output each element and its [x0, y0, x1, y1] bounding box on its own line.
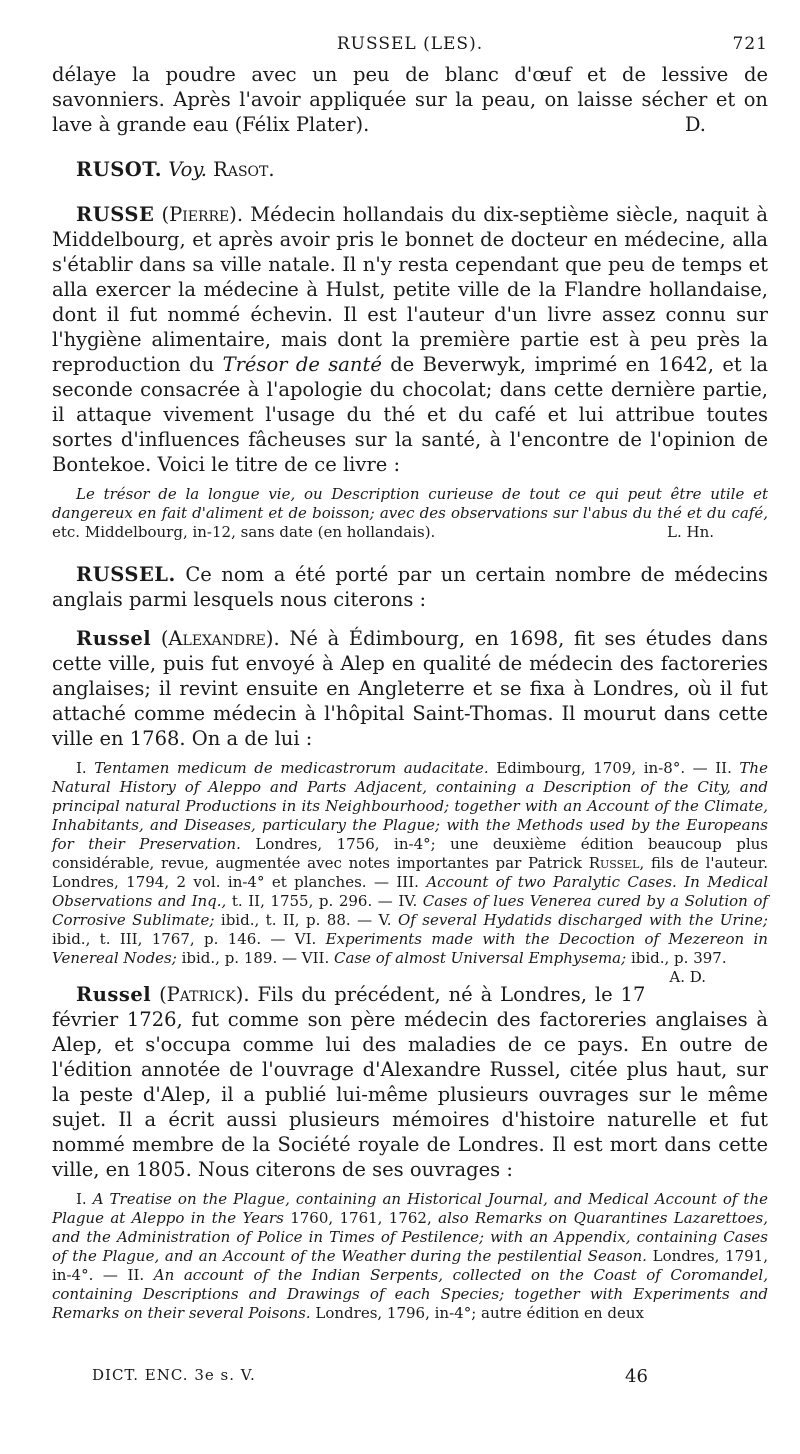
entry-russel-name: RUSSEL. [76, 563, 176, 586]
bib-number: V. [378, 911, 392, 929]
bib-number: III. [396, 873, 419, 891]
bib-number: II. [715, 759, 732, 777]
entry-russel [52, 562, 768, 612]
entry-alexandre-text: Né à Édimbourg, en 1698, fit ses études dans cette ville, puis fut envoyé à Alep en qualité de médecin des factoreries anglaises; il revint ensuite en Angleterre et se fixa à Londres, où il fut attaché comme médecin à l'hôpital Saint-Thomas. Il mourut dans cette ville en 1768. On a de lui : [52, 627, 769, 750]
entry-alexandre-signature: A. D. [669, 968, 706, 986]
bib-reference: fils de l'auteur. Londres, 1794, 2 vol. in-4° et planches. — [52, 854, 768, 891]
entry-russe-bibliography [52, 485, 768, 542]
bib-title: In Medical Observations and Inq., [52, 873, 768, 910]
entry-russel-text: Ce nom a été porté par un certain nombre de médecins anglais parmi lesquels nous citerons : [52, 563, 769, 611]
entry-russe-signature: L. Hn. [666, 523, 714, 541]
bib-title: Experiments made with the Decoction of Mezereon in Venereal Nodes; [52, 930, 768, 967]
entry-russe-work: Trésor de santé [222, 353, 382, 376]
bib-title: The Natural History of Aleppo and Parts Adjacent, containing a Description of the City, and principal natural Productions in its Neighbourhood; together with an Account of the Climate, Inhabitants, and Diseases, particulary the Plague; with the Methods used by the Europeans for their Preservation. [52, 759, 768, 853]
bib-reference: Londres, 1796, in-4°; autre édition en deux [315, 1304, 644, 1322]
entry-patrick-bibliography [52, 1190, 768, 1323]
entry-rusot-ref: Rasot. [213, 158, 275, 181]
bib-title: A Treatise on the Plague, containing an Historical Journal, and Medical Account of the Plague at Aleppo in the Years [52, 1190, 768, 1227]
running-title: RUSSEL (LES). [336, 34, 484, 54]
entry-alexandre [52, 626, 768, 751]
entry-russe-text1: Médecin hollandais du dix-septième siècle, naquit à Middelbourg, et après avoir pris le bonnet de docteur en médecine, alla s'établir dans sa ville natale. Il n'y resta cependant que peu de temps et alla exercer la médecine à Hulst, petite ville de la Flandre hollandaise, dont il fut nommé échevin. Il est l'auteur d'un livre assez connu sur l'hygiène alimentaire, mais dont la première partie est à peu près la reproduction du [52, 203, 768, 376]
entry-alexandre-name: Russel [76, 627, 152, 650]
entry-russe [52, 202, 768, 477]
entry-russe-bib-rest: etc. Middelbourg, in-12, sans date (en hollandais). [52, 523, 436, 541]
intro-paragraph [52, 62, 768, 137]
bib-title: Case of almost Universal Emphysema; [334, 949, 627, 967]
entry-patrick-firstname: (Patrick). [159, 983, 250, 1006]
entry-patrick-name: Russel [76, 983, 152, 1006]
bib-reference: t. II, 1755, p. 296. — [231, 892, 393, 910]
entry-russe-text2: de Beverwyk, imprimé en 1642, et la seconde consacrée à l'apologie du chocolat; dans cette dernière partie, il attaque vivement l'usage du thé et du café et lui attribue toutes sortes d'influences fâcheuses sur la santé, à l'encontre de l'opinion de Bontekoe. Voici le titre de ce livre : [52, 353, 768, 476]
page-number: 721 [732, 34, 768, 54]
bib-reference: ibid., t. III, 1767, p. 146. — [52, 930, 286, 948]
entry-rusot-voy: Voy. [168, 158, 207, 181]
entry-russe-bib-title: Le trésor de la longue vie, ou Description curieuse de tout ce qui peut être utile et dangereux en fait d'aliment et de boisson; avec des observations sur l'abus du thé et du café, [52, 485, 768, 522]
bib-number: IV. [398, 892, 418, 910]
bib-person: Russel, [588, 854, 645, 872]
bib-reference: Edimbourg, 1709, in-8°. — [496, 759, 708, 777]
bib-title: Tentamen medicum de medicastrorum audacitate. [94, 759, 489, 777]
running-header [52, 28, 768, 62]
bib-reference: ibid., t. II, p. 88. — [220, 911, 373, 929]
bib-number: VII. [301, 949, 330, 967]
entry-alexandre-bibliography [52, 759, 768, 986]
footer-sheet-number: 46 [625, 1366, 648, 1387]
bib-number: I. [76, 759, 87, 777]
bib-reference: Londres, 1756, in-4°; une deuxième édition beaucoup plus considérable, revue, augmentée avec notes importantes par Patrick [52, 835, 768, 872]
bib-reference: ibid., p. 189. — [181, 949, 298, 967]
bib-years: 1760, 1761, 1762, [290, 1209, 432, 1227]
bib-number: VI. [294, 930, 317, 948]
bib-number: II. [127, 1266, 145, 1284]
page [52, 28, 768, 1323]
entry-rusot-name: RUSOT. [76, 158, 163, 181]
bib-title: Account of two Paralytic Cases. [426, 873, 677, 891]
entry-russe-firstname: (Pierre). [161, 203, 244, 226]
footer-signature-mark: DICT. ENC. 3e s. V. [92, 1366, 256, 1384]
bib-title: Of several Hydatids discharged with the Urine; [397, 911, 768, 929]
bib-reference: ibid., p. 397. [630, 949, 727, 967]
bib-number: I. [76, 1190, 87, 1208]
entry-russe-name: RUSSE [76, 203, 155, 226]
bib-title: An account of the Indian Serpents, collected on the Coast of Coromandel, containing Descriptions and Drawings of each Species; together with Experiments and Remarks on their several Poisons. [52, 1266, 768, 1322]
entry-patrick-text: Fils du précédent, né à Londres, le 17 février 1726, fut comme son père médecin des factoreries anglaises à Alep, et s'occupa comme lui des maladies de ce pays. En outre de l'édition annotée de l'ouvrage d'Alexandre Russel, citée plus haut, sur la peste d'Alep, il a publié lui-même plusieurs ouvrages sur le même sujet. Il a écrit aussi plusieurs mémoires d'histoire naturelle et fut nommé membre de la Société royale de Londres. Il est mort dans cette ville, en 1805. Nous citerons de ses ouvrages : [52, 983, 768, 1181]
intro-text: délaye la poudre avec un peu de blanc d'œuf et de lessive de savonniers. Après l'avoir appliquée sur la peau, on laisse sécher et on lave à grande eau (Félix Plater). [52, 63, 768, 136]
bib-reference: Londres, 1791, in-4°. — [52, 1247, 768, 1284]
intro-signature: D. [684, 113, 706, 136]
entry-patrick [52, 982, 768, 1182]
entry-alexandre-firstname: (Alexandre). [160, 627, 280, 650]
entry-rusot [52, 157, 768, 182]
bib-title: Cases of lues Venerea cured by a Solution of Corrosive Sublimate; [52, 892, 768, 929]
bib-title: also Remarks on Quarantines Lazarettoes, and the Administration of Police in Times of Pestilence; with an Appendix, containing Cases of the Plague, and an Account of the Weather during the pestilential Season. [52, 1209, 768, 1265]
